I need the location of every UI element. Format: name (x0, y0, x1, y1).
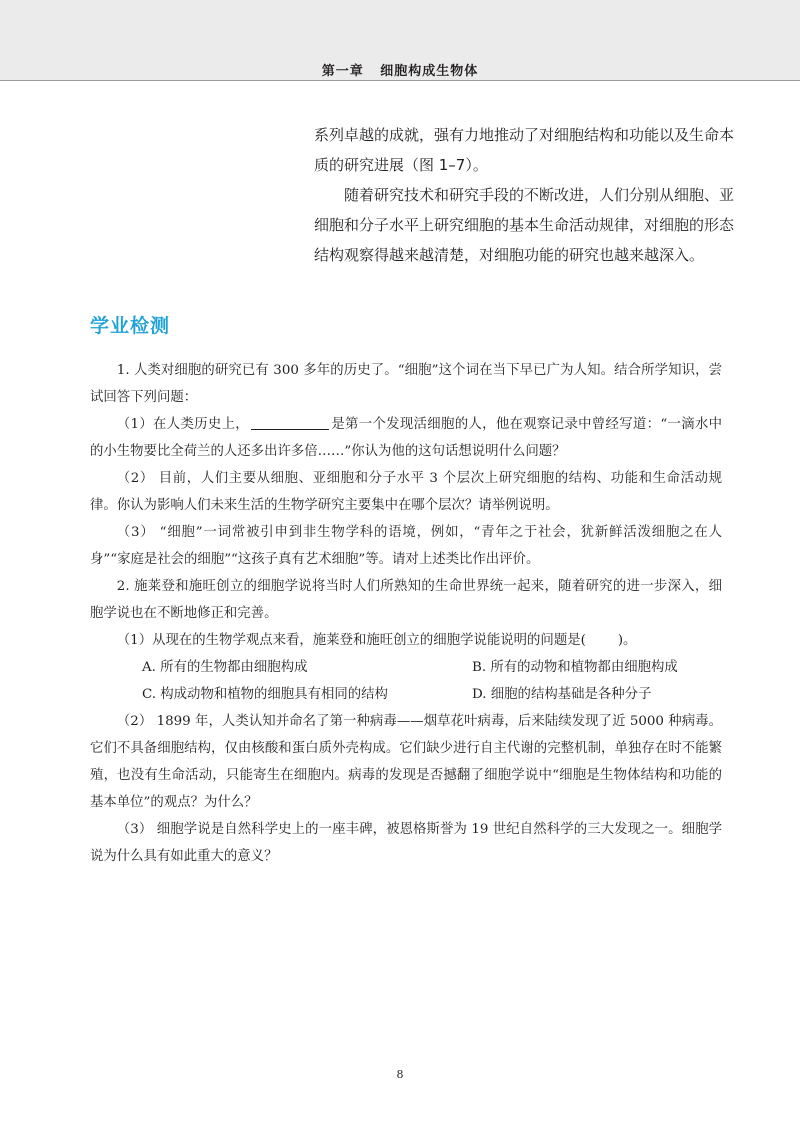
question-1-part-3: （3） “细胞”一词常被引申到非生物学科的语境，例如，“青年之于社会，犹新鲜活泼细胞之在人身”“家庭是社会的细胞”“这孩子真有艺术细胞”等。请对上述类比作出评价。 (90, 525, 722, 567)
option-c[interactable]: C. 构成动物和植物的细胞具有相同的结构 (142, 687, 388, 702)
intro-text (314, 120, 734, 270)
choice-options (90, 654, 722, 708)
option-b[interactable]: B. 所有的动物和植物都由细胞构成 (472, 660, 678, 675)
chapter-title: 细胞构成生物体 (380, 64, 479, 79)
q1-s1-after: 是第一个发现活细胞的人，他在观察记录中曾经写道：“一滴水中的小生物要比全荷兰的人还多出许多倍……”你认为他的这句话想说明什么问题？ (90, 417, 722, 459)
page-number: 8 (396, 1068, 404, 1081)
question-1-part-1 (90, 411, 722, 465)
question-2-stem: 2. 施莱登和施旺创立的细胞学说将当时人们所熟知的生命世界统一起来，随着研究的进一步深入，细胞学说也在不断地修正和完善。 (90, 579, 722, 621)
chapter-number: 第一章 (321, 64, 364, 79)
option-d[interactable]: D. 细胞的结构基础是各种分子 (472, 687, 652, 702)
header-rule (0, 80, 800, 81)
section-title: 学业检测 (90, 315, 171, 337)
intro-paragraph: 系列卓越的成就，强有力地推动了对细胞结构和功能以及生命本质的研究进展（图 1–7）。 (314, 126, 735, 174)
intro-paragraph: 随着研究技术和研究手段的不断改进，人们分别从细胞、亚细胞和分子水平上研究细胞的基本生命活动规律，对细胞的形态结构观察得越来越清楚，对细胞功能的研究也越来越深入。 (314, 186, 735, 264)
running-header (0, 60, 800, 79)
option-a[interactable]: A. 所有的生物都由细胞构成 (142, 660, 308, 675)
exercise-list (90, 357, 722, 870)
question-2-part-3: （3） 细胞学说是自然科学史上的一座丰碑，被恩格斯誉为 19 世纪自然科学的三大发现之一。细胞学说为什么具有如此重大的意义？ (90, 822, 722, 864)
question-1-stem: 1. 人类对细胞的研究已有 300 多年的历史了。“细胞”这个词在当下早已广为人知。结合所学知识，尝试回答下列问题： (90, 363, 722, 405)
q2-s1-after: )。 (617, 633, 637, 648)
q2-s1-before: （1）从现在的生物学观点来看，施莱登和施旺创立的细胞学说能说明的问题是( (116, 633, 586, 648)
question-2-part-2: （2） 1899 年，人类认知并命名了第一种病毒——烟草花叶病毒，后来陆续发现了近 5000 种病毒。它们不具备细胞结构，仅由核酸和蛋白质外壳构成。它们缺少进行自主代谢的完整机制，单独存在时不能繁殖，也没有生命活动，只能寄生在细胞内。病毒的发现是否撼翻了细胞学说中“细胞是生物体结构和功能的基本单位”的观点？为什么？ (90, 714, 722, 810)
question-1-part-2: （2） 目前，人们主要从细胞、亚细胞和分子水平 3 个层次上研究细胞的结构、功能和生命活动规律。你认为影响人们未来生活的生物学研究主要集中在哪个层次？请举例说明。 (90, 471, 722, 513)
question-2-part-1 (90, 627, 722, 654)
answer-blank[interactable] (251, 413, 329, 430)
q1-s1-before: （1）在人类历史上， (116, 417, 250, 432)
